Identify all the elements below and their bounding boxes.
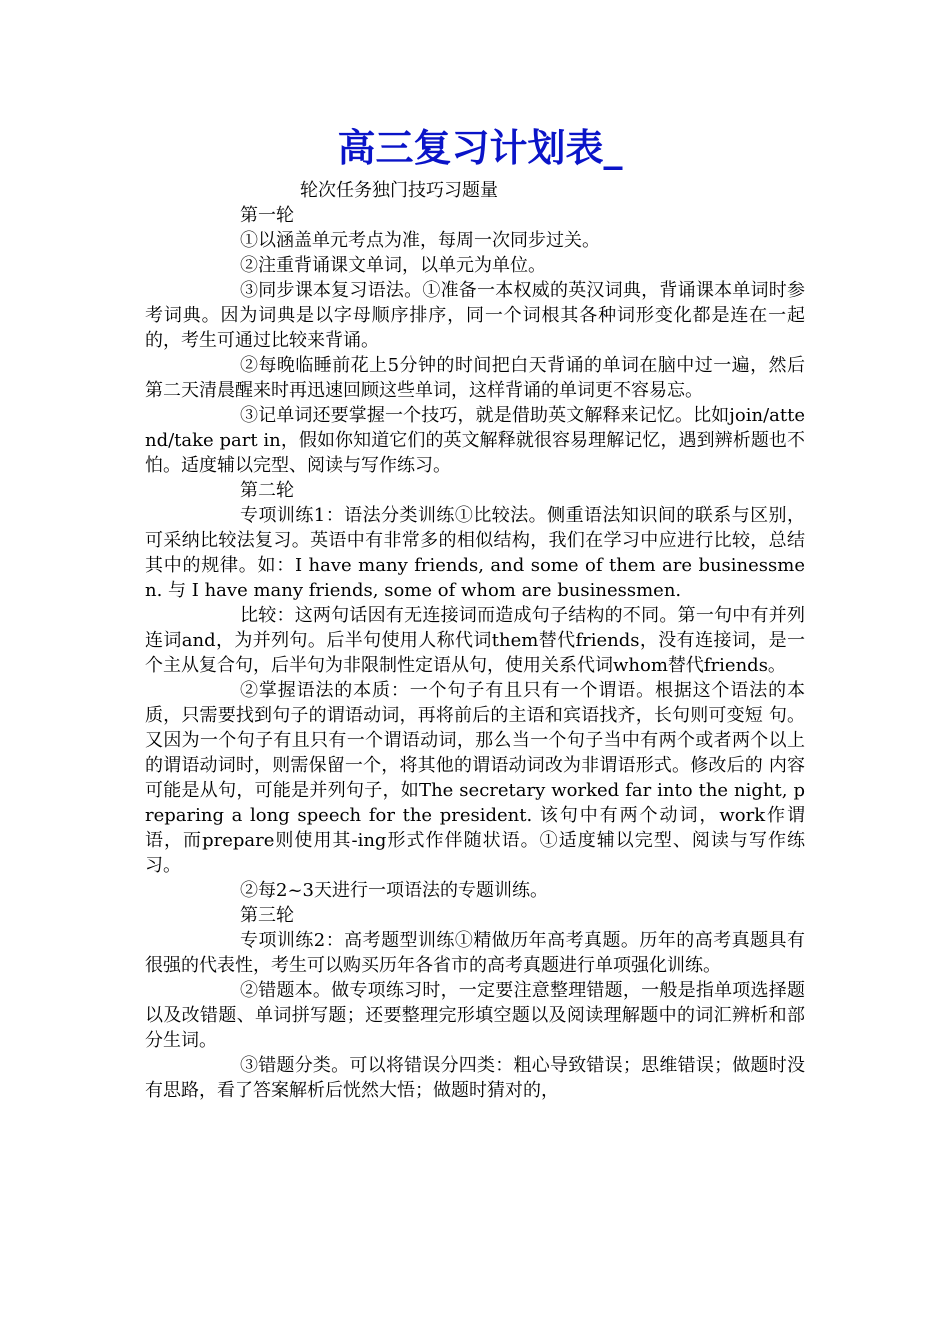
section-heading-round-1: 第一轮 <box>240 205 294 226</box>
document-page <box>145 120 805 1103</box>
paragraph: ②掌握语法的本质：一个句子有且只有一个谓语。根据这个语法的本质，只需要找到句子的谓语动词，再将前后的主语和宾语找齐，长句则可变短 句。又因为一个句子有且只有一个谓语动词，那么当一个句子当中有两个或者两个以上的谓语动词时，则需保留一个，将其他的谓语动词改为非谓语形式。修改后的 内容可能是从句，可能是并列句子，如The secretary worked far into the night, preparing a long speech for the president. 该句中有两个动词，work作谓语，而prepare则使用其-ing形式作伴随状语。①适度辅以完型、阅读与写作练习。 <box>145 680 805 876</box>
paragraph: ①以涵盖单元考点为准，每周一次同步过关。 <box>240 230 600 251</box>
paragraph: ③记单词还要掌握一个技巧，就是借助英文解释来记忆。比如join/attend/take part in，假如你知道它们的英文解释就很容易理解记忆，遇到辨析题也不怕。适度辅以完型、阅读与写作练习。 <box>145 405 805 476</box>
paragraph: ②注重背诵课文单词，以单元为单位。 <box>240 255 546 276</box>
section-heading-round-2: 第二轮 <box>240 480 294 501</box>
section-heading-round-3: 第三轮 <box>240 905 294 926</box>
paragraph: ③错题分类。可以将错误分四类：粗心导致错误；思维错误；做题时没有思路，看了答案解析后恍然大悟；做题时猜对的， <box>145 1055 805 1101</box>
paragraph: 比较：这两句话因有无连接词而造成句子结构的不同。第一句中有并列连词and，为并列句。后半句使用人称代词them替代friends，没有连接词，是一个主从复合句，后半句为非限制性定语从句，使用关系代词whom替代friends。 <box>145 605 805 676</box>
paragraph: ③同步课本复习语法。①准备一本权威的英汉词典，背诵课本单词时参考词典。因为词典是以字母顺序排序，同一个词根其各种词形变化都是连在一起的，考生可通过比较来背诵。 <box>145 280 805 351</box>
document-title: 高三复习计划表_ <box>337 125 623 170</box>
paragraph: ②每晚临睡前花上5分钟的时间把白天背诵的单词在脑中过一遍，然后第二天清晨醒来时再迅速回顾这些单词，这样背诵的单词更不容易忘。 <box>145 355 805 401</box>
paragraph: 专项训练1：语法分类训练①比较法。侧重语法知识间的联系与区别，可采纳比较法复习。英语中有非常多的相似结构，我们在学习中应进行比较，总结其中的规律。如：I have many friends, and some of them are businessmen. 与 I have many friends, some of whom are businessmen. <box>145 505 805 601</box>
document-subtitle: 轮次任务独门技巧习题量 <box>300 180 498 201</box>
paragraph: 专项训练2：高考题型训练①精做历年高考真题。历年的高考真题具有很强的代表性，考生可以购买历年各省市的高考真题进行单项强化训练。 <box>145 930 805 976</box>
paragraph: ②每2~3天进行一项语法的专题训练。 <box>240 880 548 901</box>
paragraph: ②错题本。做专项练习时，一定要注意整理错题，一般是指单项选择题以及改错题、单词拼写题；还要整理完形填空题以及阅读理解题中的词汇辨析和部分生词。 <box>145 980 805 1051</box>
